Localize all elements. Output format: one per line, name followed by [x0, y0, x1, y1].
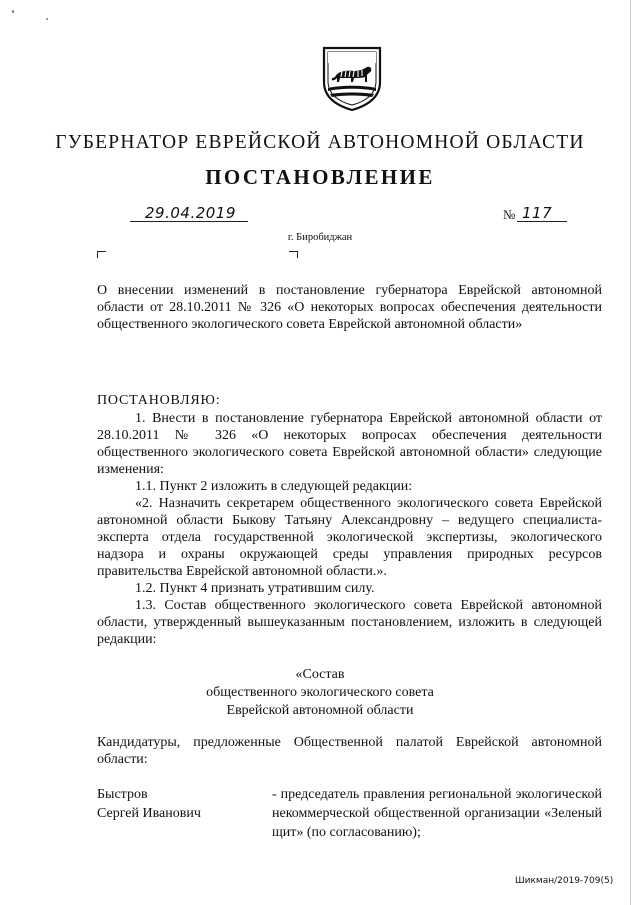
authority-title: ГУБЕРНАТОР ЕВРЕЙСКОЙ АВТОНОМНОЙ ОБЛАСТИ: [55, 132, 585, 153]
member-name: [97, 785, 247, 823]
member-surname: Быстров: [97, 787, 148, 802]
number-label: №: [503, 207, 516, 222]
paragraph-quote: «2. Назначить секретарем общественного экологического совета Еврейской автономной области Быкову Татьяну Александровну – ведущего специалиста-эксперта отдела государственной экологической экспертизы, экологического надзора и охраны окружающей среды управления природных ресурсов правительства Еврейской автономной области.».: [97, 496, 602, 579]
paragraph-1-1: 1.1. Пункт 2 изложить в следующей редакции:: [135, 479, 413, 494]
city: г. Биробиджан: [287, 232, 353, 243]
corner-bracket-right: [289, 251, 298, 258]
number-underline: [517, 221, 567, 222]
document-body: [97, 410, 602, 648]
corner-bracket-left: [97, 251, 106, 258]
paragraph-1: 1. Внести в постановление губернатора Еврейской автономной области от 28.10.2011 № 326 «О некоторых вопросах обеспечения деятельности общественного экологического совета Еврейской автономной области» следующие изменения:: [97, 411, 602, 477]
scan-speck: [12, 10, 14, 13]
member-given-name: Сергей Иванович: [97, 806, 201, 821]
scan-speck: [46, 18, 48, 20]
resolve-word: ПОСТАНОВЛЯЮ:: [97, 393, 221, 408]
composition-line-2: общественного экологического совета: [206, 685, 434, 700]
member-description: - председатель правления региональной экологической некоммерческой общественной организации «Зеленый щит» (по согласованию);: [272, 787, 602, 840]
coat-of-arms-icon: [320, 44, 384, 112]
document-type: ПОСТАНОВЛЕНИЕ: [205, 165, 435, 189]
paragraph-1-2: 1.2. Пункт 4 признать утратившим силу.: [135, 581, 375, 596]
candidates-intro: Кандидатуры, предложенные Общественной палатой Еврейской автономной области:: [97, 735, 602, 767]
document-number: 117: [522, 204, 553, 222]
document-subject: О внесении изменений в постановление губернатора Еврейской автономной области от 28.10.2011 № 326 «О некоторых вопросах обеспечения деятельности общественного экологического совета Еврейской автономной области»: [97, 283, 602, 332]
date-underline: [130, 221, 248, 222]
composition-line-3: Еврейской автономной области: [226, 703, 414, 718]
composition-title: [0, 666, 640, 720]
document-date: 29.04.2019: [145, 204, 236, 222]
footer-code: Шикман/2019-709(5): [515, 876, 614, 886]
composition-line-1: «Состав: [295, 667, 345, 682]
paragraph-1-3: 1.3. Состав общественного экологического совета Еврейской автономной области, утвержденный вышеуказанным постановлением, изложить в следующей редакции:: [97, 598, 602, 647]
